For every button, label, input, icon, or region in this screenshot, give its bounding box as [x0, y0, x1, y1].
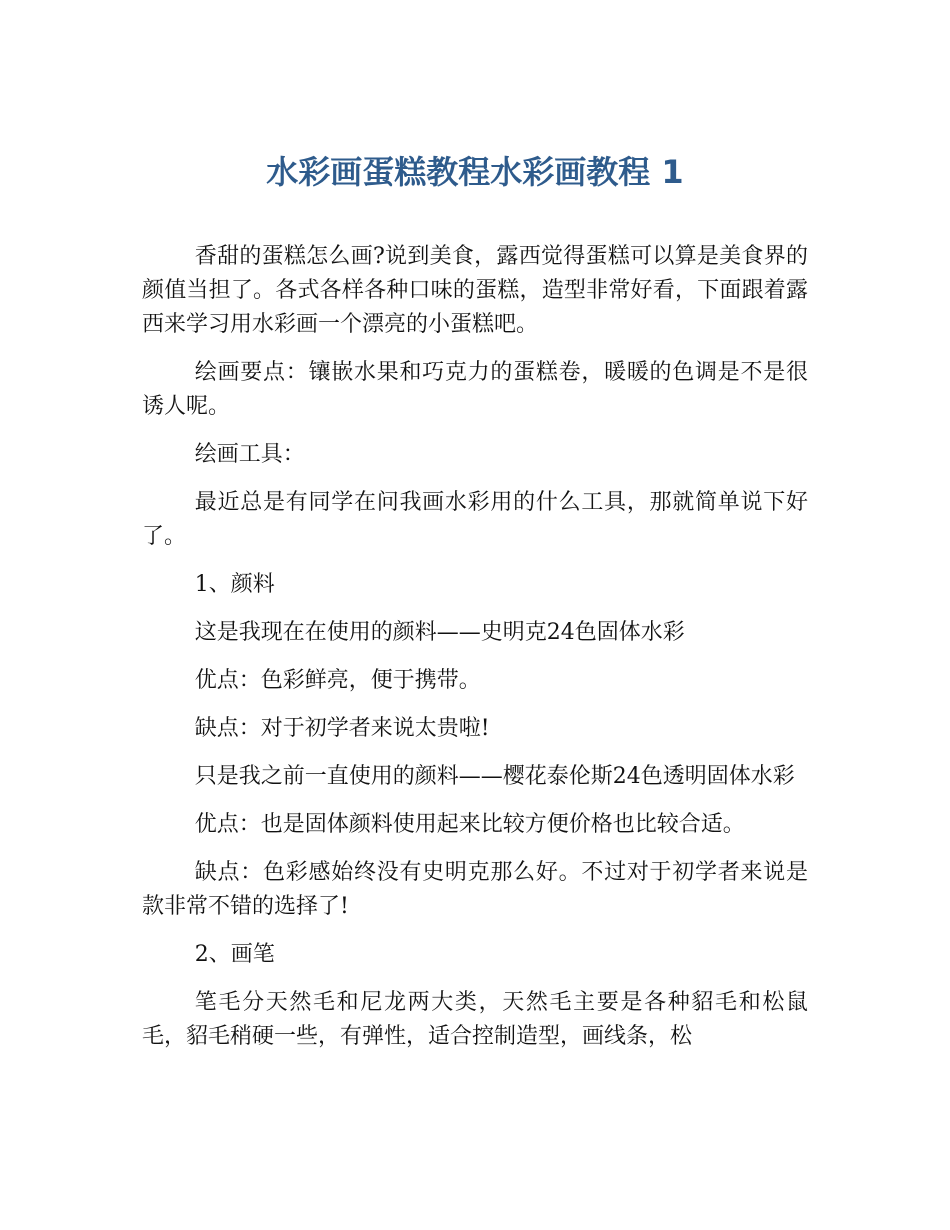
paragraph-current-paint: 这是我现在在使用的颜料——史明克24色固体水彩: [194, 620, 685, 645]
paragraph-tools-heading: 绘画工具：: [194, 442, 305, 467]
paragraph-pros-2: 优点：也是固体颜料使用起来比较方便价格也比较合适。: [194, 812, 745, 837]
paragraph-section-brush: 2、画笔: [194, 942, 275, 967]
paragraph-cons-1: 缺点：对于初学者来说太贵啦!: [194, 716, 490, 741]
paragraph-section-paint: 1、颜料: [194, 572, 275, 597]
paragraph-intro: 香甜的蛋糕怎么画?说到美食，露西觉得蛋糕可以算是美食界的颜值当担了。各式各样各种口味的蛋糕，造型非常好看，下面跟着露西来学习用水彩画一个漂亮的小蛋糕吧。: [142, 244, 808, 337]
article-body: [142, 240, 808, 1068]
paragraph-brush-details: 笔毛分天然毛和尼龙两大类，天然毛主要是各种貂毛和松鼠毛，貂毛稍硬一些，有弹性，适合控制造型，画线条，松: [142, 990, 808, 1049]
paragraph-tools-intro: 最近总是有同学在问我画水彩用的什么工具，那就简单说下好了。: [142, 490, 808, 549]
paragraph-previous-paint: 只是我之前一直使用的颜料——樱花泰伦斯24色透明固体水彩: [194, 764, 795, 789]
paragraph-cons-2: 缺点：色彩感始终没有史明克那么好。不过对于初学者来说是款非常不错的选择了!: [142, 860, 808, 919]
paragraph-key-points: 绘画要点：镶嵌水果和巧克力的蛋糕卷，暖暖的色调是不是很诱人呢。: [142, 360, 808, 419]
paragraph-pros-1: 优点：色彩鲜亮，便于携带。: [194, 668, 481, 693]
page-title: 水彩画蛋糕教程水彩画教程 1: [266, 153, 684, 191]
